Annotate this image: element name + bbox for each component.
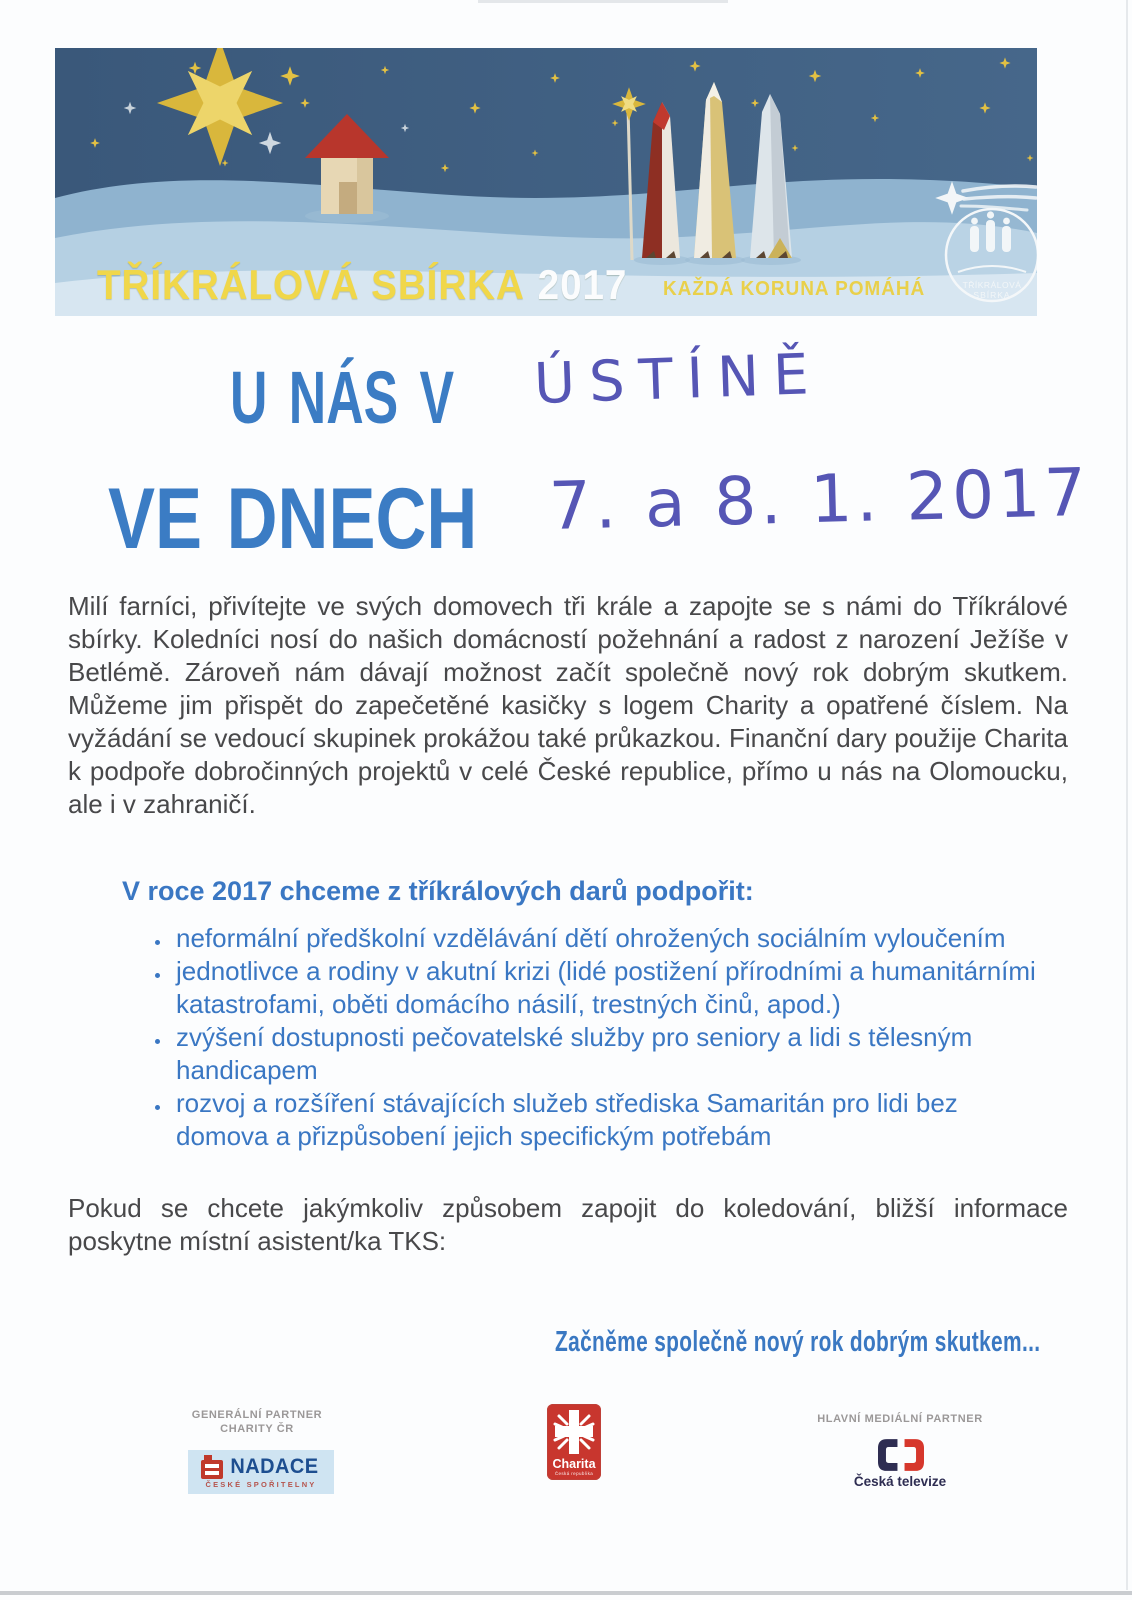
banner <box>55 48 1037 316</box>
nadace-logo-subtitle: ČESKÉ SPOŘITELNY <box>205 1480 317 1489</box>
badge-title-line1: TŘÍKRÁLOVÁ <box>962 280 1022 290</box>
charita-logo-name: Charita <box>552 1457 596 1471</box>
general-partner-label-line2: CHARITY ČR <box>220 1423 294 1435</box>
charita-cross-icon <box>547 1406 601 1458</box>
support-list <box>140 922 1052 1153</box>
slogan-text: Začněme společně nový rok dobrým skutkem... <box>555 1326 1041 1358</box>
ceska-televize-icon <box>878 1438 924 1472</box>
headline-dates-handwritten: 7. a 8. 1. 2017 <box>548 453 1092 545</box>
banner-year: 2017 <box>537 261 628 308</box>
headline-place-handwritten: ÚSTÍNĚ <box>533 341 824 417</box>
general-partner-label <box>172 1408 342 1436</box>
closing-paragraph: Pokud se chcete jakýmkoliv způsobem zapojit do koledování, bližší informace poskytne místní asistent/ka TKS: <box>68 1193 1068 1256</box>
support-item: • rozvoj a rozšíření stávajících služeb střediska Samaritán pro lidi bez domova a přizpůsobení jejich specifickým potřebám <box>172 1087 1052 1153</box>
three-kings-figures <box>634 82 801 265</box>
banner-tagline: KAŽDÁ KORUNA POMÁHÁ <box>663 278 926 300</box>
media-partner-label: HLAVNÍ MEDIÁLNÍ PARTNER <box>817 1413 983 1425</box>
scan-artifact-right-edge <box>1126 0 1128 1590</box>
ceska-sporitelna-icon <box>201 1455 223 1479</box>
banner-title: TŘÍKRÁLOVÁ SBÍRKA <box>97 261 525 308</box>
support-item: • zvýšení dostupnosti pečovatelské služby pro seniory a lidi s tělesným handicapem <box>172 1021 1052 1087</box>
headline-prefix: U NÁS V <box>230 356 455 439</box>
scan-artifact-top <box>478 0 728 3</box>
charita-logo <box>547 1404 601 1480</box>
charita-logo-subtitle: Česká republika <box>554 1471 594 1476</box>
scan-artifact-bottom-edge <box>0 1591 1132 1595</box>
headline-dates-label: VE DNECH <box>108 471 478 567</box>
ceska-televize-wordmark: Česká televize <box>853 1474 947 1489</box>
support-item: • jednotlivce a rodiny v akutní krizi (lidé postižení přírodními a humanitárními katastrofami, oběti domácího násilí, trestných činů, apod.) <box>172 955 1052 1021</box>
support-section-heading: V roce 2017 chceme z tříkrálových darů podpořit: <box>122 876 754 906</box>
general-partner-label-line1: GENERÁLNÍ PARTNER <box>191 1409 323 1421</box>
intro-paragraph: Milí farníci, přivítejte ve svých domovech tři krále a zapojte se s námi do Tříkrálové sbírky. Koledníci nosí do našich domácností požehnání a radost z narození Ježíše v Betlémě. Zároveň nám dávají možnost začít společně nový rok dobrým skutkem. Můžeme jim přispět do zapečetěné kasičky s logem Charity a opatřené číslem. Na vyžádání se vedoucí skupinek prokážou také průkazkou. Finanční dary použije Charita k podpoře dobročinných projektů v celé České republice, přímo u nás na Olomoucku, ale i v zahraničí. <box>68 591 1068 819</box>
badge-title-line2: SBÍRKA <box>973 290 1011 300</box>
banner-heading <box>97 261 627 309</box>
support-item: • neformální předškolní vzdělávání dětí ohrožených sociálním vyloučením <box>172 922 1052 955</box>
nadace-logo <box>188 1450 334 1494</box>
nadace-logo-title: NADACE <box>230 1455 319 1478</box>
